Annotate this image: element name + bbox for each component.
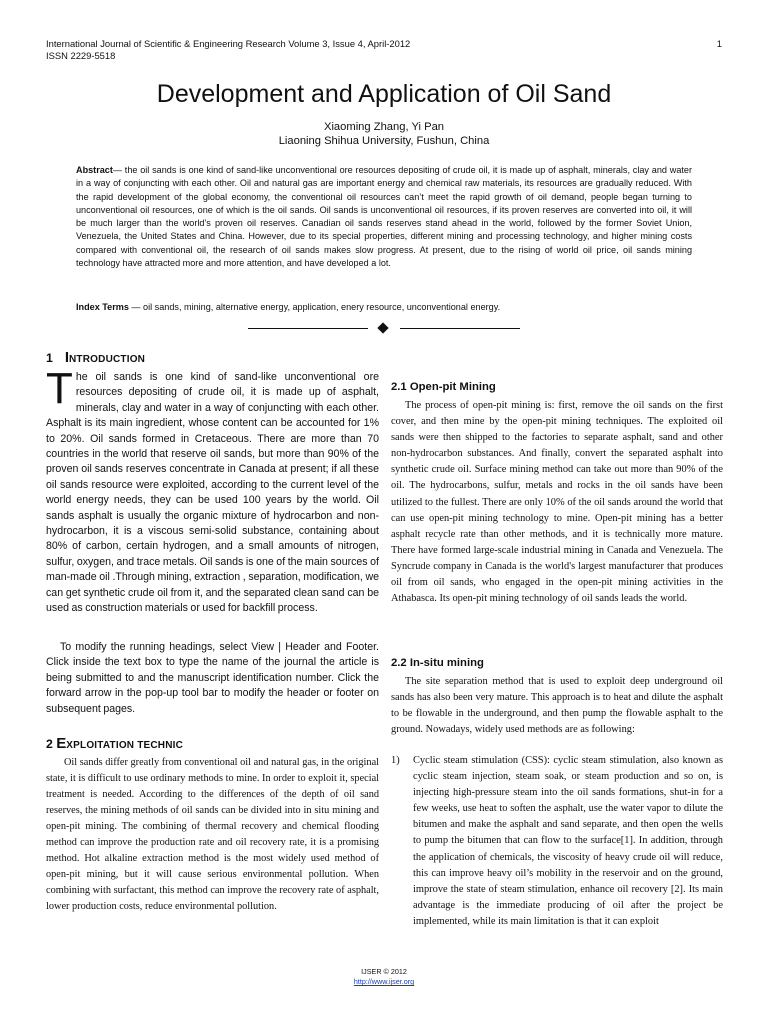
abstract-text: — the oil sands is one kind of sand-like unconventional ore resources depositing of crude oil, it is made up of asphalt, minerals, clay and water in a way of conjuncting with each other. Oil and natural gas are important energy and chemical raw materials, its resources are gradually reduced. With the rapid development of the global economy, the conventional oil resources can’t meet the rapid growth of oil demand, people began turning to unconventional oil resources, one of which is the oil sands. Oil sands is unconventional oil resources, if its proven reserves are converted into oil, it will be much larger than the world’s proven oil reserves. Canadian oil sands reserves stand ahead in the world, followed by the former Soviet Union, Venezuela, the United States and China. However, due to its special properties, different mining and processing technology, and higher mining costs compared with conventional oil, the research of oil sands makes slow progress. At present, due to the rising of world oil price, oil sands mining technology have attracted more and more attention, and have developed a lot. (76, 165, 692, 269)
copyright: IJSER © 2012 (361, 967, 407, 976)
running-header (46, 38, 722, 62)
abstract-label: Abstract (76, 165, 113, 175)
list-item-text: Cyclic steam stimulation (CSS): cyclic steam stimulation, also known as cyclic steam injection, steam soak, or steam production and so on, is injecting high-pressure steam into the oil sands formations, shut-in for a few weeks, use heat to soften the asphalt, use the water vapor to dilute the bitumen and make the asphalt and sand separate, and then open the wells to pump the bitumen that can flow to the surface[1]. In addition, through the application of chemicals, the viscosity of heavy crude oil will reduce, this can improve heavy oil’s mobility in the reservoir and on the ground, improve the state of steam stimulation, enhance oil recovery [2]. Its main advantage is the immediate producing of oil after the project be implemented, while its main limitation is that it can exploit (413, 755, 723, 927)
divider-rule-left (248, 328, 368, 329)
page-footer (0, 967, 768, 987)
in-situ-paragraph: The site separation method that is used to exploit deep underground oil sands has also been very mature. This approach is to heat and dilute the asphalt to be flowable in the underground, and then pump the flowable asphalt to the ground. Nowadays, widely used methods are as following: (391, 676, 723, 736)
page-number: 1 (716, 38, 722, 49)
diamond-icon (377, 322, 388, 333)
index-terms (76, 301, 692, 314)
section-divider (248, 322, 520, 336)
intro-paragraph-2: To modify the running headings, select View | Header and Footer. Click inside the text box to type the name of the journal the article is being submitted to and the manuscript identification number. Click the forward arrow in the pop-up tool bar to modify the header or footer on subsequent pages. (46, 641, 379, 715)
section-number: 1 (46, 351, 53, 365)
heading-initial: I (64, 349, 70, 366)
journal-citation: International Journal of Scientific & Engineering Research Volume 3, Issue 4, April-2012 (46, 38, 411, 49)
journal-link[interactable]: http://www.ijser.org (353, 977, 415, 986)
paper-title: Development and Application of Oil Sand (156, 80, 612, 108)
open-pit-paragraph: The process of open-pit mining is: first, remove the oil sands on the first cover, and then mine by the open-pit mining techniques. The exploited oil sands were then shipped to the factories to separate asphalt, sand and other non-hydrocarbon substances. And finally, convert the separated asphalt into synthetic crude oil. Surface mining method can take out more than 90% of the oil. The hydrocarbons, sulfur, metals and rocks in the oil sands have been utilized to the fullest. There are only 10% of the oil sands around the world that can use open-pit mining technology to mine. Open-pit mining has a better asphalt recycle rate than other methods, and it is technically more mature. There have formed large-scale industrial mining in Canada and Venezuela. The Syncrude company in Canada is the world's largest manufacturer that produces oil from oil sands, who engaged in the open-pit mining activities in the Athabasca. Its open-pit mining technology of oil sands leads the world. (391, 400, 723, 605)
section-number: 2 (46, 737, 53, 751)
drop-cap: T (46, 364, 73, 413)
author-block (0, 120, 768, 148)
subsection-heading-open-pit: 2.1 Open-pit Mining (391, 381, 496, 393)
issn: ISSN 2229-5518 (46, 50, 116, 61)
list-number: 1) (391, 755, 400, 766)
divider-rule-right (400, 328, 520, 329)
subsection-heading-in-situ: 2.2 In-situ mining (391, 657, 484, 669)
index-terms-label: Index Terms (76, 302, 129, 312)
exploitation-paragraph: Oil sands differ greatly from conventional oil and natural gas, in the original state, it is difficult to use ordinary methods to mine. In order to exploit it, special treatment is needed. According to the differences of the depth of oil sand reserves, the mining methods of oil sands can be divided into in situ mining and open-pit mining. The combining of thermal recovery and chemical flooding method can improve the production rate and oil recovery rate, it is a promising method. Hot alkaline extraction method is the most widely used method of open-pit mining, but it will cause serious environmental pollution. When combining with surfactant, this method can improve the recovery rate of asphalt, lower production costs, reduce environmental pollution. (46, 757, 379, 912)
heading-initial: E (56, 735, 67, 752)
intro-paragraph-text: he oil sands is one kind of sand-like unconventional ore resources depositing of crude oil, it is made up of asphalt, minerals, clay and water in a way of conjuncting with each other. Asphalt is its main ingredient, whose content can be accounted for 1% to 20%. Oil sands formed in Cretaceous. There are more than 70 countries in the world that reserve oil sands, but more than 90% of the proven oil sands reserves concentrate in Canada at present; if all these oil sands resource were exploited, according to the current level of the world energy needs, they can be used 100 years by the world. Oil sands asphalt is usually the organic mixture of hydrocarbon and non-hydrocarbon, it is a viscous semi-solid substance, containing about 80% of carbon, certain hydrogen, and a small amounts of nitrogen, sulfur, oxygen, and trace metals. Oil sands is one of the main sources of man-made oil .Through mining, extraction , separation, modification, we can get synthetic crude oil from it, and the separated clean sand can be used as construction materials or used for backfill process. (46, 371, 379, 615)
affiliation: Liaoning Shihua University, Fushun, China (278, 135, 490, 147)
section-heading-exploitation (46, 736, 183, 753)
list-item (391, 753, 723, 930)
author-names: Xiaoming Zhang, Yi Pan (323, 121, 445, 133)
heading-rest: NTRODUCTION (69, 354, 146, 365)
index-terms-text: — oil sands, mining, alternative energy, application, enery resource, unconventional energy. (128, 302, 501, 312)
intro-paragraph (46, 364, 379, 617)
heading-rest: XPLOITATION TECHNIC (66, 740, 184, 751)
abstract (76, 164, 692, 270)
